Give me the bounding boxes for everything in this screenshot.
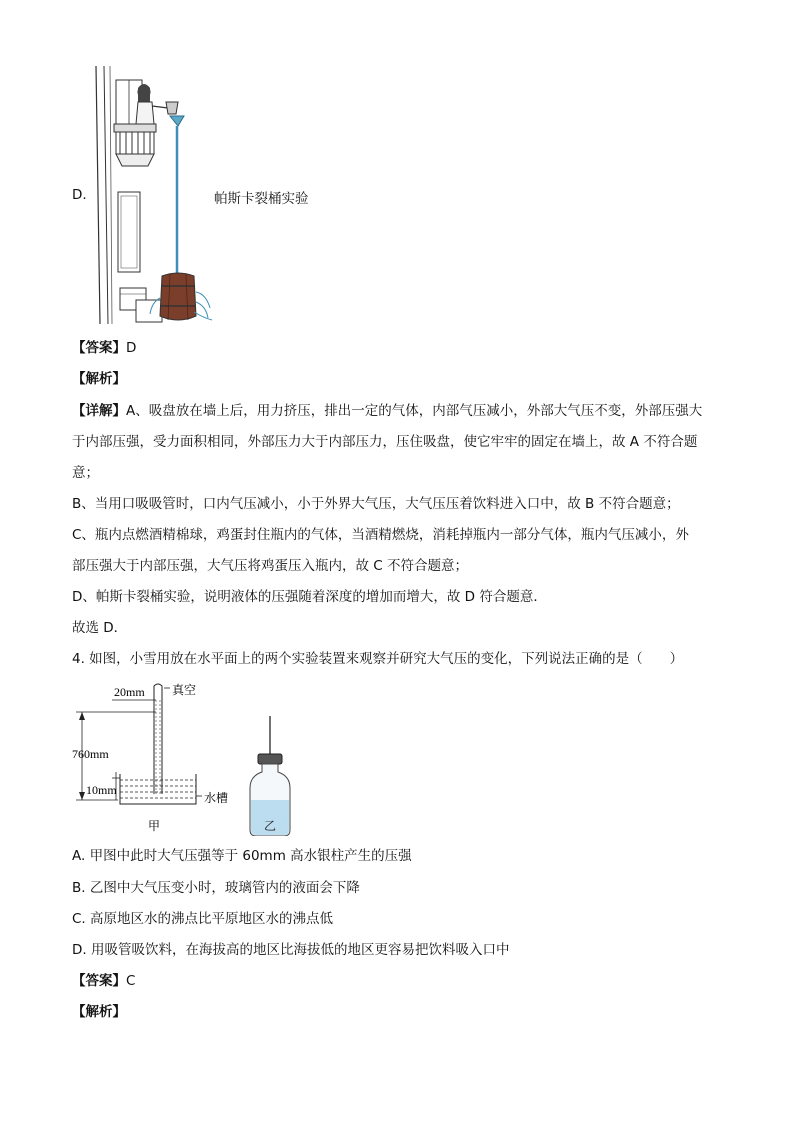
label-760mm: 760mm [72, 747, 109, 761]
q3-detail-line: C、瓶内点燃酒精棉球，鸡蛋封住瓶内的气体，当酒精燃烧，消耗掉瓶内一部分气体，瓶内气压减小，外 [72, 527, 689, 543]
q3-detail-line: D、帕斯卡裂桶实验，说明液体的压强随着深度的增加而增大，故 D 符合题意． [72, 589, 547, 605]
q4-stem: 4. 如图，小雪用放在水平面上的两个实验装置来观察并研究大气压的变化，下列说法正确的是（ ） [72, 651, 684, 667]
label-vacuum: 真空 [172, 683, 197, 697]
q3-answer [72, 338, 136, 358]
option-d-caption: 帕斯卡裂桶实验 [214, 191, 309, 207]
answer-label: 【答案】 [72, 973, 126, 989]
pascal-barrel-illustration [90, 62, 220, 324]
label-10mm: 10mm [86, 783, 117, 797]
q4-option-c: C. 高原地区水的沸点比平原地区水的沸点低 [72, 911, 334, 927]
q3-detail-line: 部压强大于内部压强，大气压将鸡蛋压入瓶内，故 C 不符合题意； [72, 558, 469, 574]
answer-label: 【答案】 [72, 340, 126, 356]
q4-option-b: B. 乙图中大气压变小时，玻璃管内的液面会下降 [72, 880, 360, 896]
label-jia: 甲 [148, 819, 161, 833]
answer-value: D [126, 340, 137, 356]
q3-analysis-label: 【解析】 [72, 371, 126, 387]
label-tank: 水槽 [204, 791, 229, 805]
q3-detail-line: 于内部压强，受力面积相同，外部压力大于内部压力，压住吸盘，使它牢牢的固定在墙上，故 A 不符合题 [72, 434, 698, 450]
detail-text: A、吸盘放在墙上后，用力挤压，排出一定的气体，内部气压减小，外部大气压不变，外部压强大 [126, 403, 703, 419]
q4-figure [72, 680, 312, 836]
label-yi: 乙 [264, 819, 277, 833]
label-20mm: 20mm [114, 685, 145, 699]
detail-label: 【详解】 [72, 403, 126, 419]
q3-detail-line: B、当用口吸吸管时，口内气压减小，小于外界大气压，大气压压着饮料进入口中，故 B 不符合题意； [72, 496, 680, 512]
answer-value: C [126, 973, 136, 989]
q4-option-d: D. 用吸管吸饮料，在海拔高的地区比海拔低的地区更容易把饮料吸入口中 [72, 942, 510, 958]
q3-detail-line [72, 401, 702, 421]
option-d-letter: D. [72, 187, 87, 203]
q3-conclusion: 故选 D． [72, 620, 128, 636]
q4-analysis-label: 【解析】 [72, 1004, 126, 1020]
q4-answer [72, 971, 135, 991]
q4-option-a: A. 甲图中此时大气压强等于 60mm 高水银柱产生的压强 [72, 848, 412, 864]
q3-detail-line: 意； [72, 465, 99, 481]
